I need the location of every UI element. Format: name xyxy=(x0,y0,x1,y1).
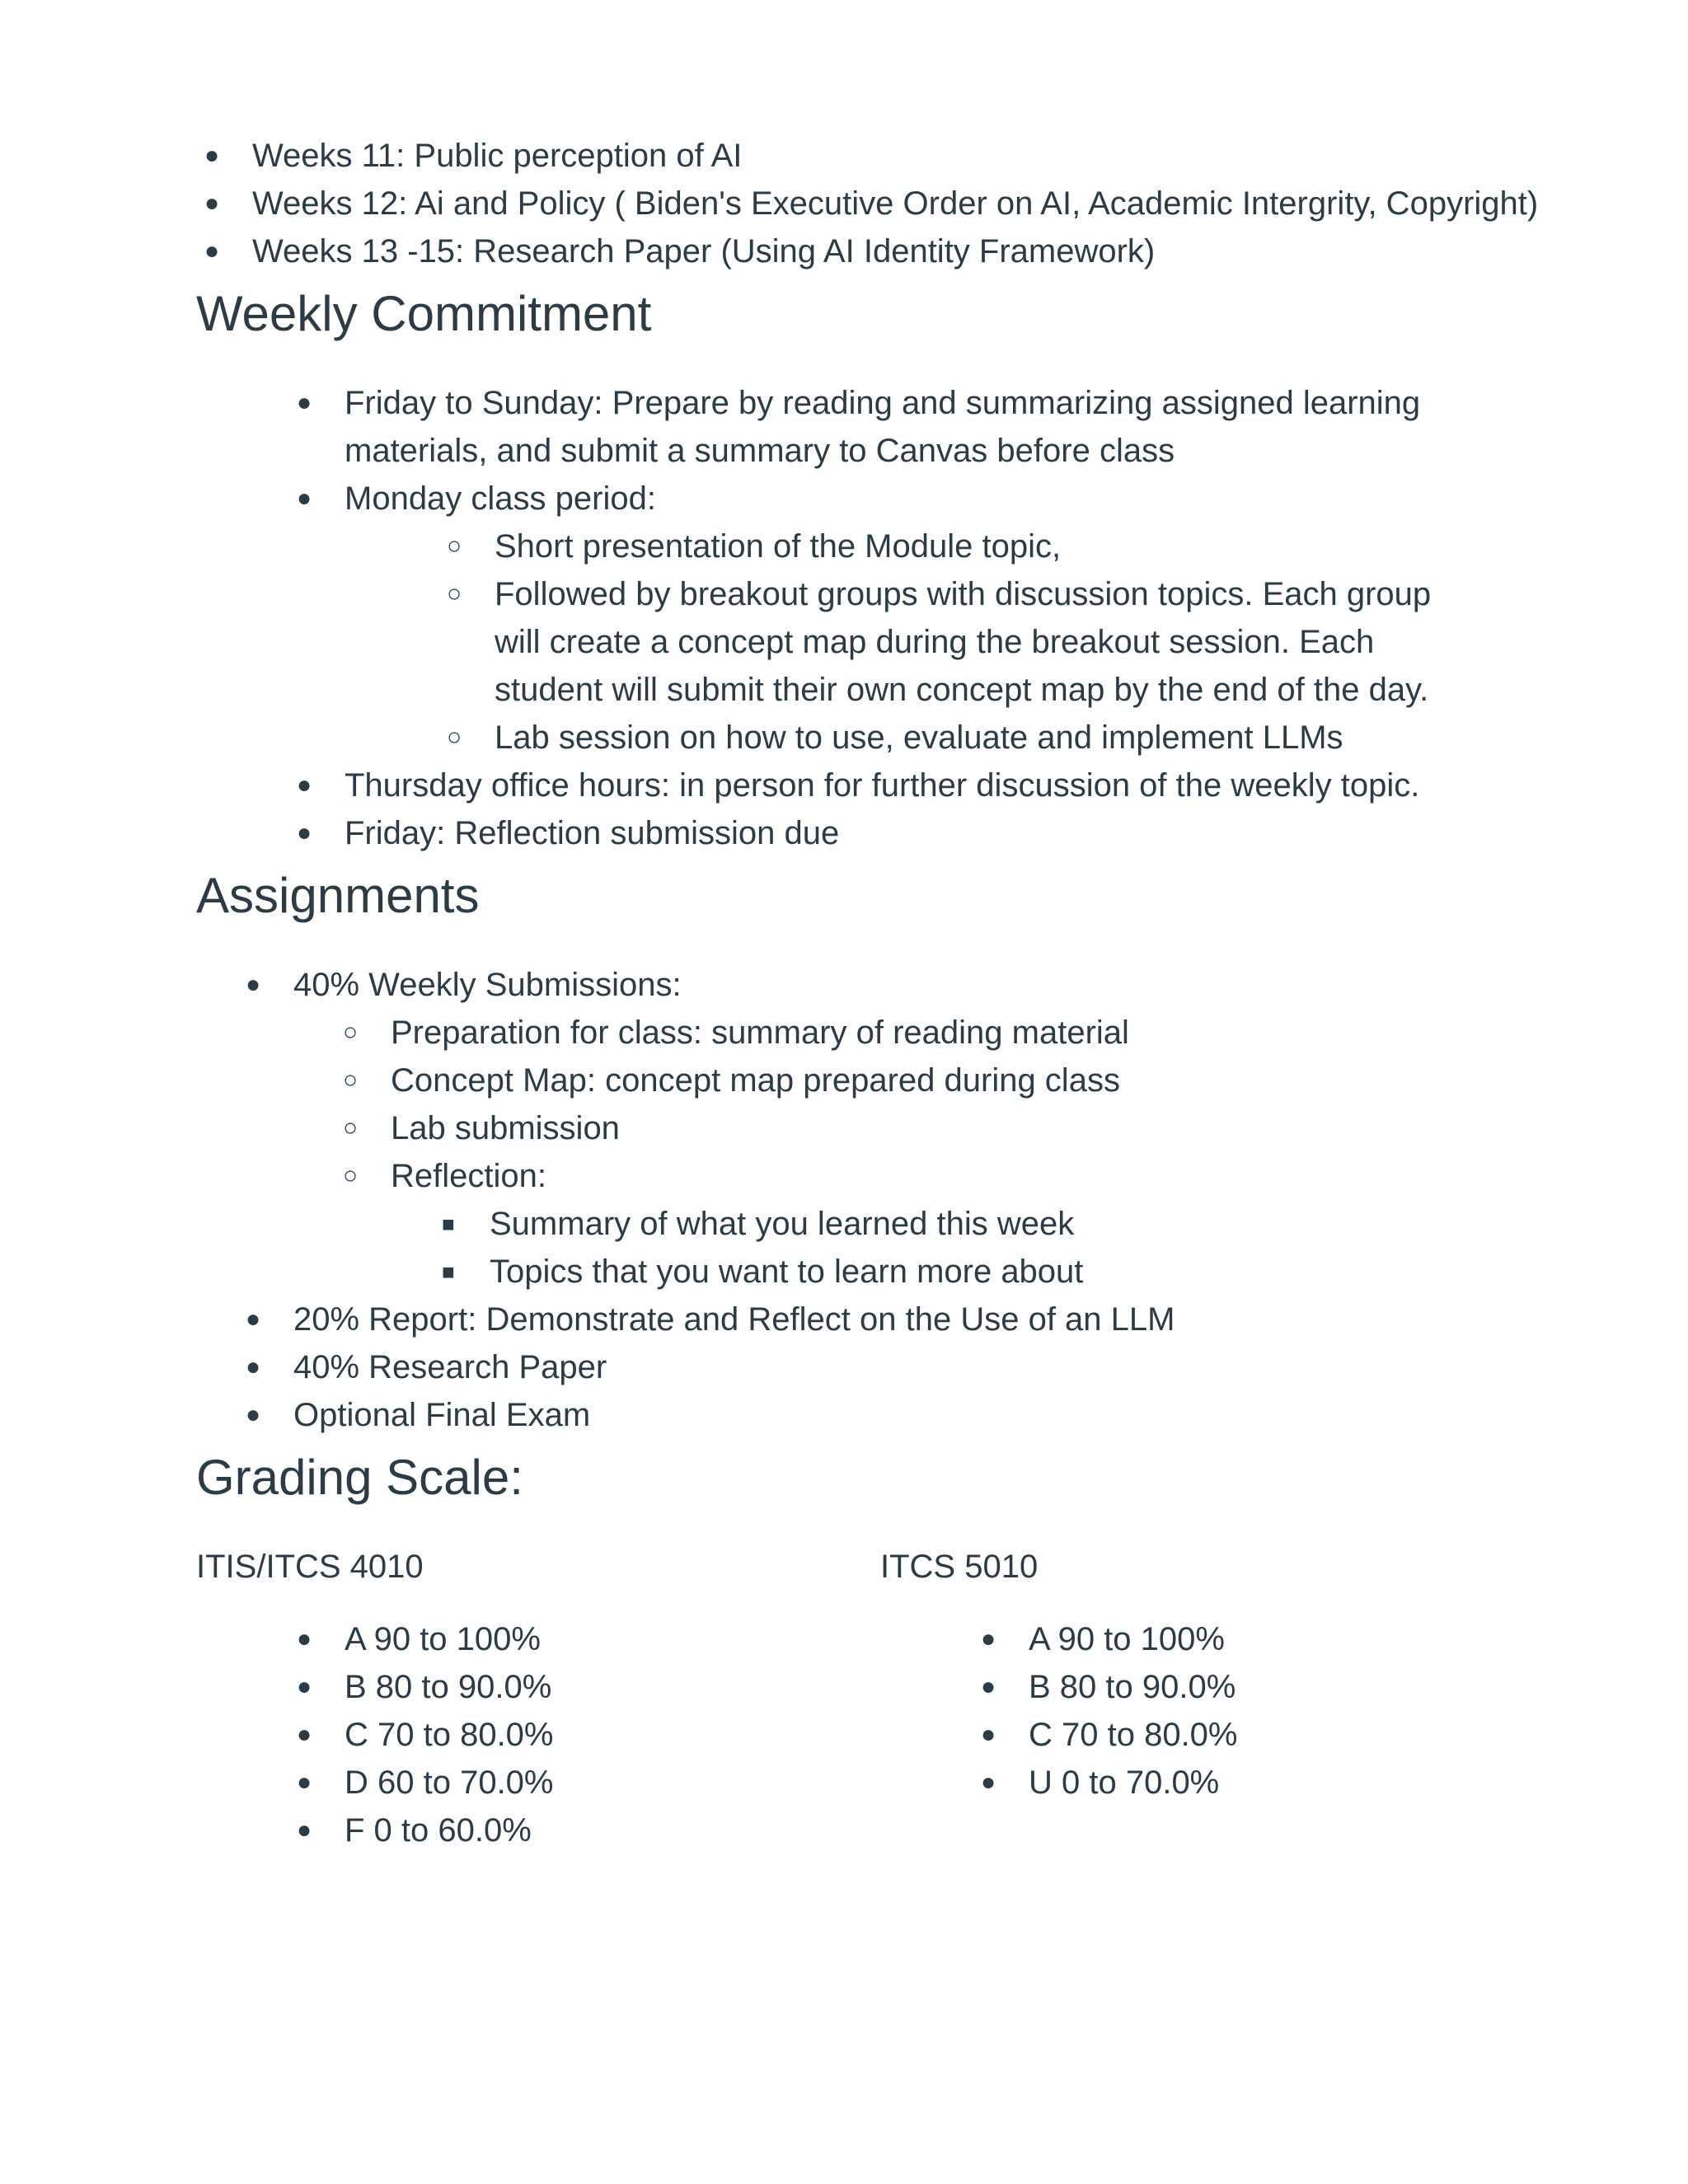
circle-bullet-icon xyxy=(447,714,462,762)
list-item: ● D 60 to 70.0% xyxy=(196,1759,880,1807)
list-item: ● Optional Final Exam xyxy=(196,1391,1548,1439)
list-item: ● Weeks 13 -15: Research Paper (Using AI Identity Framework) xyxy=(196,227,1548,275)
bullet-icon xyxy=(981,1663,996,1711)
sub-list-item-continuation: student will submit their own concept map by the end of the day. xyxy=(495,672,1429,708)
sub-list-item: ○ Reflection: xyxy=(196,1152,1548,1200)
bullet-icon xyxy=(297,1711,312,1759)
weekly-commitment-list xyxy=(196,379,1548,857)
sub-list-item: ○ Short presentation of the Module topic, xyxy=(196,523,1548,570)
grading-columns xyxy=(196,1543,1548,1889)
list-item: ● Friday to Sunday: Prepare by reading and summarizing assigned learning xyxy=(196,379,1548,427)
section-heading-weekly-commitment: Weekly Commitment xyxy=(196,286,652,341)
list-item: ● 40% Weekly Submissions: xyxy=(196,961,1548,1009)
bullet-icon xyxy=(297,762,312,809)
list-item: ● U 0 to 70.0% xyxy=(880,1759,1540,1807)
circle-bullet-icon xyxy=(343,1057,358,1104)
grading-column-4010 xyxy=(196,1543,880,1854)
bullet-icon xyxy=(204,227,219,275)
bullet-icon xyxy=(297,379,312,427)
list-item: ● Monday class period: xyxy=(196,475,1548,523)
circle-bullet-icon xyxy=(343,1009,358,1057)
sub-sub-list-item: ■ Summary of what you learned this week xyxy=(196,1200,1548,1248)
sub-list-item: ○ Preparation for class: summary of reading material xyxy=(196,1009,1548,1057)
list-item: ● F 0 to 60.0% xyxy=(196,1807,880,1854)
sub-list-item-continuation: will create a concept map during the breakout session. Each xyxy=(495,624,1375,660)
bullet-icon xyxy=(246,1391,260,1439)
list-item: ● C 70 to 80.0% xyxy=(196,1711,880,1759)
list-item: ● Weeks 12: Ai and Policy ( Biden's Executive Order on AI, Academic Intergrity, Copyright) xyxy=(196,180,1548,227)
list-item: ● Thursday office hours: in person for further discussion of the weekly topic. xyxy=(196,762,1548,809)
list-item: ● B 80 to 90.0% xyxy=(880,1663,1540,1711)
bullet-icon xyxy=(297,809,312,857)
section-heading-grading-scale: Grading Scale: xyxy=(196,1450,523,1505)
circle-bullet-icon xyxy=(447,570,462,618)
sub-list-item: ○ Concept Map: concept map prepared during class xyxy=(196,1057,1548,1104)
bullet-icon xyxy=(297,1807,312,1854)
bullet-icon xyxy=(981,1711,996,1759)
bullet-icon xyxy=(246,1296,260,1343)
sub-list-item: ○ Lab submission xyxy=(196,1104,1548,1152)
list-item: ● Friday: Reflection submission due xyxy=(196,809,1548,857)
topics-list xyxy=(196,132,1548,275)
square-bullet-icon xyxy=(442,1248,455,1296)
circle-bullet-icon xyxy=(447,523,462,570)
list-item: ● 20% Report: Demonstrate and Reflect on the Use of an LLM xyxy=(196,1296,1548,1343)
assignments-list xyxy=(196,961,1548,1439)
circle-bullet-icon xyxy=(343,1104,358,1152)
bullet-icon xyxy=(297,1615,312,1663)
sub-list-item: ○ Followed by breakout groups with discussion topics. Each group xyxy=(196,570,1548,618)
bullet-icon xyxy=(204,180,219,227)
bullet-icon xyxy=(297,475,312,523)
grading-column-title: ITCS 5010 xyxy=(880,1549,1039,1585)
sub-list-item: ○ Lab session on how to use, evaluate and implement LLMs xyxy=(196,714,1548,762)
list-item: ● C 70 to 80.0% xyxy=(880,1711,1540,1759)
bullet-icon xyxy=(204,132,219,180)
bullet-icon xyxy=(297,1663,312,1711)
list-item-continuation: materials, and submit a summary to Canvas before class xyxy=(345,433,1175,469)
grading-column-title: ITIS/ITCS 4010 xyxy=(196,1549,424,1585)
circle-bullet-icon xyxy=(343,1152,358,1200)
bullet-icon xyxy=(297,1759,312,1807)
bullet-icon xyxy=(981,1759,996,1807)
bullet-icon xyxy=(246,961,260,1009)
list-item: ● A 90 to 100% xyxy=(196,1615,880,1663)
grading-column-5010 xyxy=(880,1543,1540,1807)
document-page xyxy=(196,132,1548,1889)
list-item: ● A 90 to 100% xyxy=(880,1615,1540,1663)
square-bullet-icon xyxy=(442,1200,455,1248)
bullet-icon xyxy=(246,1343,260,1391)
section-heading-assignments: Assignments xyxy=(196,868,480,923)
list-item: ● B 80 to 90.0% xyxy=(196,1663,880,1711)
list-item: ● Weeks 11: Public perception of AI xyxy=(196,132,1548,180)
list-item: ● 40% Research Paper xyxy=(196,1343,1548,1391)
bullet-icon xyxy=(981,1615,996,1663)
sub-sub-list-item: ■ Topics that you want to learn more about xyxy=(196,1248,1548,1296)
